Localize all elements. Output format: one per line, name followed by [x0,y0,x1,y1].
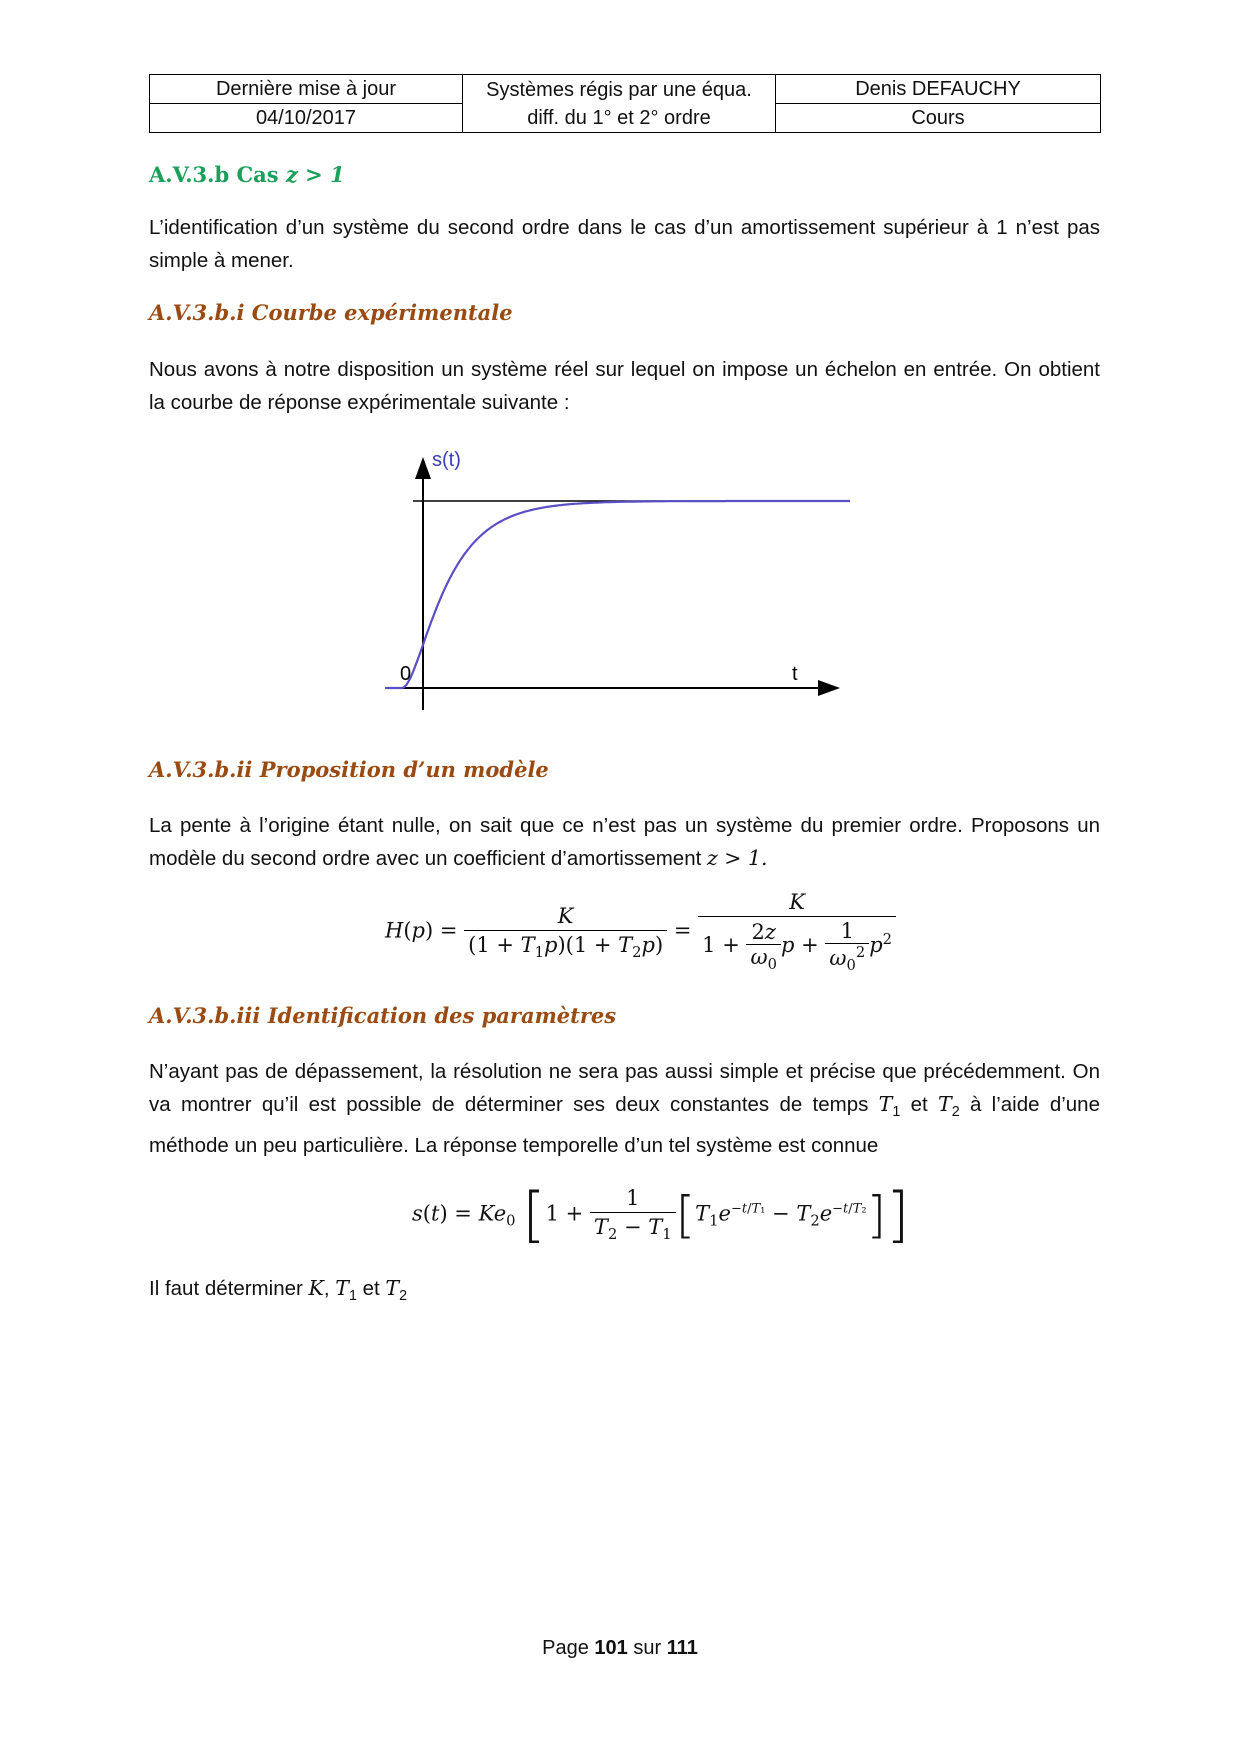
conclusion-line: Il faut déterminer K, $T_1$ et $T_2$ [149,1276,408,1305]
header-date: 04/10/2017 [150,104,463,133]
subsection-1-paragraph: Nous avons à notre disposition un système réel sur lequel on impose un échelon en entrée. On obtient la courbe de réponse expérimentale suivante : [149,358,1100,414]
section-heading-prefix: A.V.3.b Cas [149,162,286,187]
section-intro-paragraph: L’identification d’un système du second ordre dans le cas d’un amortissement supérieur à 1 n’est pas simple à mener. [149,216,1100,272]
y-axis-arrow [415,457,431,479]
subsection-3-text-a: N’ayant pas de dépassement, la résolution ne sera pas aussi simple et précise que précédemment. On va montrer qu’il est possible de déterminer ses deux constantes de temps [149,1060,1100,1116]
subsection-1-heading: A.V.3.b.i Courbe expérimentale [149,300,513,325]
subsection-3-text-b: et [900,1093,939,1116]
subsection-3-heading: A.V.3.b.iii Identification des paramètres [149,1003,617,1028]
subsection-2-heading: A.V.3.b.ii Proposition d’un modèle [149,757,549,782]
section-heading [149,162,345,187]
header-last-update-label: Dernière mise à jour [150,75,463,104]
footer-total-pages: 111 [666,1637,698,1659]
tf-fraction-2: K 1 + $\frac{2z}{\omega_0}$ p + $\frac{1}{\omega_0^2}$ $p^2$ [698,890,896,974]
origin-label: 0 [400,663,412,685]
y-axis-label: s(t) [432,449,461,471]
footer-prefix: Page [542,1637,595,1659]
header-title-line1: Systèmes régis par une équa. [486,78,752,101]
subsection-3-text-c: à l’aide d’une méthode un peu particulière. La réponse temporelle d’un tel système est connue [149,1093,1100,1158]
page-footer [0,1637,1240,1660]
header-title-line2: diff. du 1° et 2° ordre [527,106,711,129]
x-axis-arrow [818,680,840,696]
transfer-function-formula: H(p) = $\frac{K}{(1 + T_1p)(1 + T_2p)}$ = K 1 + $\frac{2z}{\omega_0}$ p + $\frac{1}{\omega_0^2}$ $p^2$ [385,890,896,974]
section-heading-math: z > 1 [285,162,345,187]
conclusion-text-b: et [356,1277,386,1300]
header-author: Denis DEFAUCHY [776,75,1101,104]
header-course-title [463,75,776,133]
footer-page-number: 101 [594,1637,628,1659]
conclusion-text-a: Il faut déterminer [149,1277,309,1300]
subsection-3-paragraph: N’ayant pas de dépassement, la résolution ne sera pas aussi simple et précise que précédemment. On va montrer qu’il est possible de déterminer ses deux constantes de temps $T_1$ et $T_2$ à l’aide d’une méthode un peu particulière. La réponse temporelle d’un tel système est connue [149,1060,1100,1158]
header-doc-type: Cours [776,104,1101,133]
subsection-2-text: La pente à l’origine étant nulle, on sait que ce n’est pas un système du premier ordre. Proposons un modèle du second ordre avec un coefficient d’amortissement [149,814,1100,870]
footer-middle: sur [627,1637,667,1659]
tf-fraction-1: $\frac{K}{(1 + T_1p)(1 + T_2p)}$ [464,904,667,961]
header-table [149,74,1101,133]
response-curve [385,501,850,688]
step-response-figure [380,440,850,720]
time-response-formula: $s(t) = Ke_0$ [1 + $\frac{1}{T_2 - T_1}$ $[T_1e^{-t/T_1} - T_2e^{-t/T_2}]$] [412,1180,910,1250]
subsection-2-paragraph [149,809,1100,875]
subsection-2-math: z > 1. [706,846,768,870]
x-axis-label: t [792,663,798,685]
